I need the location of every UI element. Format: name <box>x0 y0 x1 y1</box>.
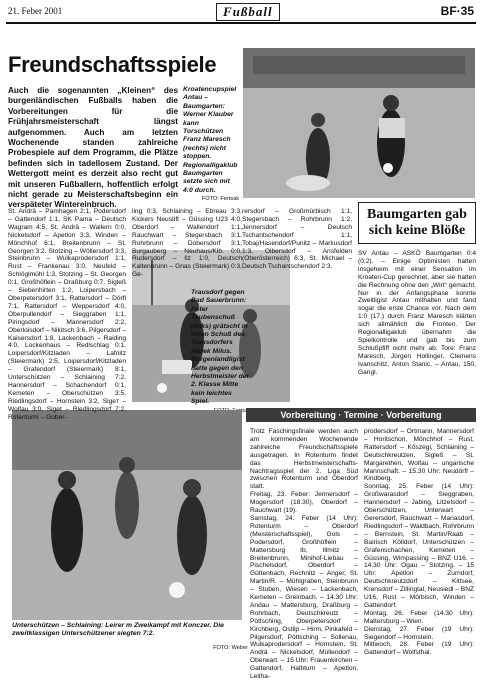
baumgarten-headline: Baumgarten gab sich keine Blöße <box>358 202 476 244</box>
baumgarten-body: SV Antau – ASKÖ Baumgarten 0:4 (0:2). – Einige Optimisten hatten insgeheim mit einer Sensation im Kroaten-Cup gerechnet, aber sie hatten die Rechnung ohne den „Wirt“ gemacht. Nur in der Anfangsphase konnte Zweitligist Antau mithalten und fand sogar die erste Chance vor. Nach dem 1:0 (17.) durch Franz Maresch klärten sich allmählich die Fronten. Der Regionalligaklub übernahm die Spielkontrolle und gab bis zum Schlußpfiff nicht mehr ab. Tore: Franz Maresch, Jürgen Hollinger, Clemens Ivanschitz, Anton Stanic. – Antau, 150, Gangl. <box>358 250 476 376</box>
page-header <box>6 2 476 22</box>
photo2-caption-text: Trausdorf gegen Bad Sauerbrunn: Peter Taubenschuß (links) grätscht in einen Schuß des Trausdorfers Marek Milus. Burgenlandligist hatte gegen den Herbstmeister der 2. Klasse Mitte kein leichtes Spiel. <box>191 289 250 406</box>
photo1-graphic <box>243 48 475 198</box>
photo3-caption <box>12 622 248 651</box>
issue-date: 21. Feber 2001 <box>8 6 63 16</box>
article-headline: Freundschaftsspiele <box>8 52 217 77</box>
photo3-graphic <box>12 410 242 620</box>
schedule-saturday: Samstag, 24. Feber (14 Uhr): Rotenturm – Oberdorf (Meisterschaftsspiel), Gols – Podersdorf, Großhöflein – Mattersburg Ib, Illmitz – Breitenbrunn, Minihof-Liebau – Pischelsdorf, Oberdorf – Güttenbach, Rechnitz – Anger, St. Martin/R. – Mühlgraben, Steinbrunn – Stuben, Wiesen – Lackenbach, Kemeten – Greinbach. – 14.30 Uhr: Andau – Mattersburg, Draßburg – Rohrbach, Deutschkreutz – Pöttsching, Oberpetersdorf – Kirchberg, Ostlip – Hirm, Pinkafeld – Pilgersdorf, Pöttsching – Sollenau, Wulkaprodersdorf – Hornstein, St. Andrä – Nickelsdorf, Müllendorf – Oberwart. – 15 Uhr: Frauenkirchen – Gattendorf, Halbturn – Apetlon, Leitha- <box>250 514 358 681</box>
results-column-2: ling 0:3, Schlaining – Ebreau 3:3. Kickers Neustift – Güssing U23 4:0, Oberdorf – Wallendorf 1:1, Rauchwart – Stegersbach 3:1, Rohrbrunn – Dobersdorf 3:1, Burgauberg – Neuhaus/Klb. 0:0, Rudersdorf – Ilz 1:0, Deutsch Kaltenbrunn – Gnas (Steiermark) 0:3, Ge- <box>132 208 242 279</box>
photo3-credit: FOTO: Weber <box>213 645 248 651</box>
photo3-caption-text: Unterschützen – Schlaining: Leirer m Zweikampf mit Konczer. Die zweitklassigen Unterschützener siegten 7:2. <box>12 622 224 638</box>
header-rule <box>6 22 476 24</box>
schedule-sunday: Sonntag, 25. Feber (14 Uhr): Großwarasdorf – Sieggraben, Hannersdorf – Jabing, Litzelsdorf – Oberschützen, Unterwart – Gerersdorf, Rauchwart – Mariasdorf, Riedlingsdorf – Waldbach, Rohrbrunn – Bernstein, St. Martin/Raab – Bairisch Kölldorf, Unterschützen – Grafenschachen, Kemeten – Güssing, Wimpassing – BNZ U16. – 14.30 Uhr: Ogau – Stotzing. – 15 Uhr: Apetlon – Zurndorf, Deutschkreutzdorf – Kittsee, Krensdorf – Zillingtal, Neusiedl – BNZ U16, Rust – Mörbisch, Winden – Gattendorf. <box>364 483 474 609</box>
results-column-1: St. Andrä – Pamhagen 2:1, Podersdorf – Gattendorf 1:1, SK Pama – Deutsch Wagram 4:5, St. Andrä – Wallern 0:0, Nickelsdorf – Apetlon 3:3, Winden – Mönchhof 6:1, Breitenbrunn – St. Georgen 3:2. Stotzing – Wöllersdorf 3:3, Steinbrunn – Wulkaprodersdorf 1:1, Rust – Frankenau 3:0, Neufeld – Schlöglmühl 1:3, Stotzing – St. Georgen 0:1, Großhöflein – Draßburg 0:7. Sigleß – Siebenhirten 1:2, Loipersbach – Oberpetersdorf 3:1, Rattersdorf – Dörfl 7:1, Rattersdorf – Weppersdorf 4:0, Oberpullendorf – Sieggraben 1:1, Piringsdorf – Mannersdorf 2:2, Oberloisdorf – Nikitsch 3:6, Pilgersdorf – Kaisersdorf 1:8, Lackenbach – Raiding 4:0, Lockenhaus – Redlschlag 0:1. Loipersdorf/Kitzladen – Lafnitz (Steiermark) 2:5, Loipersdorf/Kitzladen – Grafendorf (Steiermark) 8:1, Unterschützen – Schlaining 7:2, Hannersdorf – Schachendorf 0:1, Kemeten – Oberschützen 3:5, Riedlingsdorf – Hornstein 3:2, Sigeт – Wolfau 3:0, Siget – Riedlingsdorf 7:2, Rotenturm – Gober- <box>8 208 127 421</box>
photo1-caption-text: Kroatencupspiel Antau – Baumgarten: Werner Klauber kann Torschützen Franz Maresch (rechts) nicht stoppen. Regionalligaklub Baumgarten setzte sich mit 4:0 durch. <box>183 86 238 194</box>
photo1-caption <box>183 86 239 204</box>
schedule-column-2 <box>364 428 474 657</box>
page-number: BF·35 <box>440 4 474 18</box>
photo1-credit: FOTO: Fertsak <box>201 196 239 203</box>
photo2-caption <box>191 289 251 415</box>
photo-unterschuetzen-schlaining <box>12 410 242 620</box>
schedule-saturday-cont: prodersdorf – Ortmann, Mannersdorf – Horitschon, Mönchhof – Rust, Rattersdorf – Kőszegi, Schlaining – Deutschkreutzen, Sigleß – St. Margarethen, Wolfau – ungarische Mannschaft. – 15.30 Uhr: Neudörfl – Kindberg. <box>364 428 474 483</box>
schedule-column-1 <box>250 428 358 681</box>
schedule-wednesday: Mittwoch, 28. Feber (19 Uhr): Gattendorf – Wolfsthal. <box>364 641 474 657</box>
schedule-banner: Vorbereitung · Termine · Vorbereitung <box>246 408 476 422</box>
schedule-friday: Freitag, 23. Feber: Jennersdorf – Mogersdorf (18.30), Oberdorf – Rauchwart (19). <box>250 491 358 515</box>
schedule-intro: Trotz Faschingsfinale werden auch am kommenden Wochenende zahlreiche Freundschaftsspiele ausgetragen. In Rotenturm findet das Herbstmeisterschafts-Nachtragsspiel der 2. Liga Süd zwischen Rotenturm und Oberdorf statt. <box>250 428 358 491</box>
schedule-tuesday: Dienstag, 27. Feber (19 Uhr): Siegendorf – Hornstein. <box>364 625 474 641</box>
results-column-3: rersdorf – Großmürbisch 1:1, Stegersbach – Rohrbrunn 1:2, Jennersdorf – Deutsch Tschantschendorf 1:1, Tobaj/Hasendorf/Punitz – Markusdorf 1:3, Olbersdorf – Ansfelden (Oberösterreich) 6:3, St. Michael – Deutsch Tschantschendorf 2:3. <box>242 208 352 271</box>
schedule-monday: Montag, 26. Feber (14.30 Uhr): Mattersburg – Wien. <box>364 609 474 625</box>
article-lead: Auch die sogenannten „Kleinen“ des burgenländischen Fußballs haben die Vorbereitungen für die Frühjahrsmeisterschaft längst aufgenommen. Auch am letzten Wochenende standen zahlreiche Probespiele auf dem Programm, die Plätze befinden sich in tadellosem Zustand. Der Wettergott meint es derzeit also recht gut mit unseren Fußballern, hoffentlich erfolgt nicht gerade zu Meisterschaftsbeginn ein verspäteter Wintereinbruch. <box>8 86 178 210</box>
baumgarten-article <box>358 202 476 377</box>
section-title: Fußball <box>216 3 280 21</box>
photo-antau-baumgarten <box>243 48 475 198</box>
